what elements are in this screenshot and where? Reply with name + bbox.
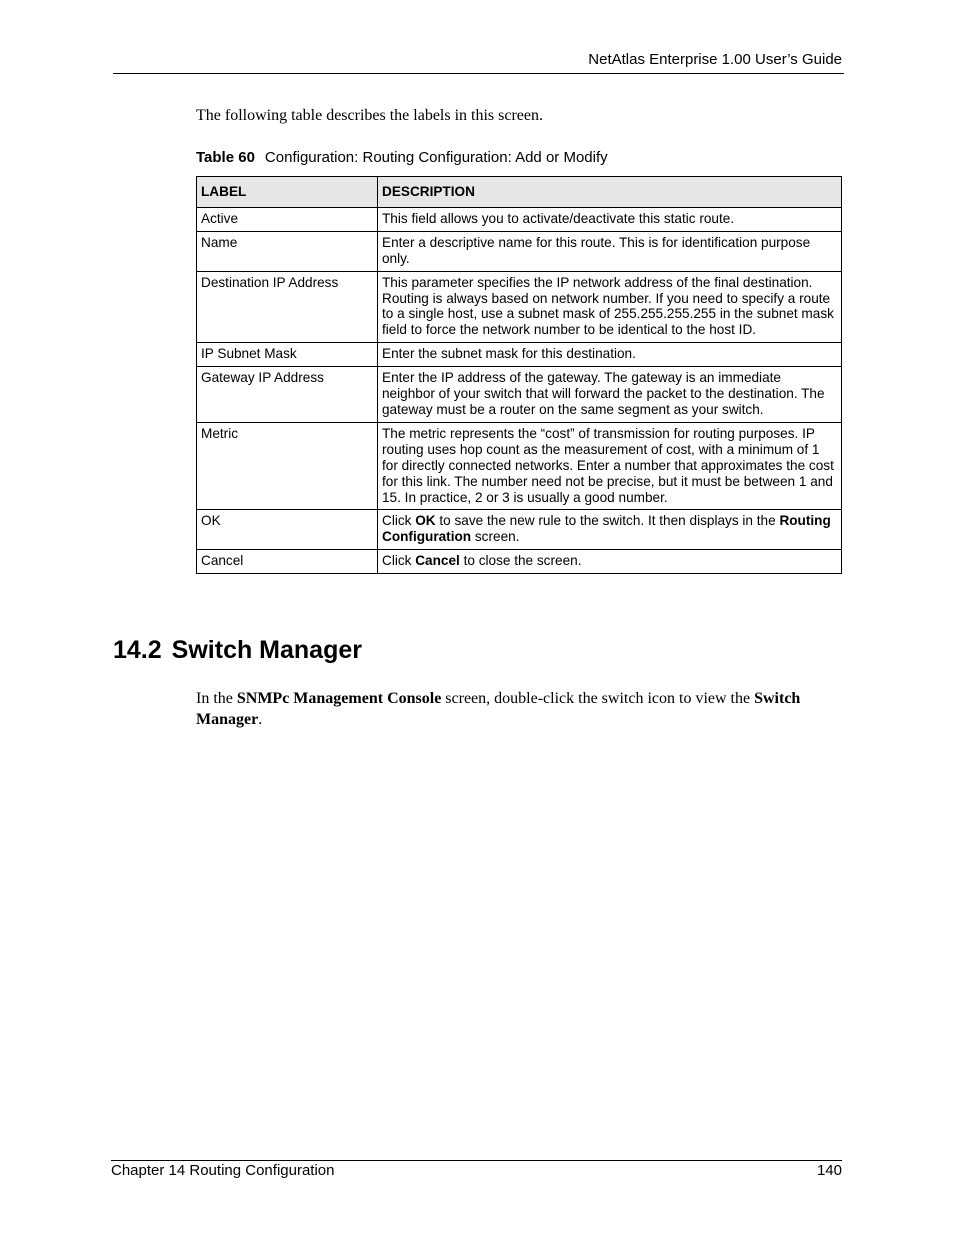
row-label: Name: [197, 231, 378, 271]
section-title: Switch Manager: [171, 636, 362, 664]
header-divider: [113, 73, 844, 74]
label-column-header: LABEL: [197, 177, 378, 208]
bold-term: Switch Manager: [196, 690, 801, 728]
table-body: [197, 207, 842, 573]
text-run: Click: [382, 553, 416, 569]
table-row: [197, 367, 842, 423]
row-description: [378, 207, 842, 231]
row-label: Gateway IP Address: [197, 367, 378, 423]
text-run: The metric represents the “cost” of transmission for routing purposes. IP routing uses hop count as the measurement of cost, with a minimum of 1 for directly connected networks. Enter a number that approximates the cost for this link. The number need not be precise, but it must be between 1 and 15. In practice, 2 or 3 is usually a good number.: [382, 425, 834, 505]
row-description: [378, 231, 842, 271]
row-description: [378, 367, 842, 423]
row-description: [378, 510, 842, 550]
row-description: [378, 422, 842, 510]
label-description-table: [196, 176, 842, 574]
table-caption-text: Configuration: Routing Configuration: Add or Modify: [264, 149, 608, 166]
footer-chapter: Chapter 14 Routing Configuration: [111, 1162, 335, 1179]
text-run: In the: [196, 690, 237, 707]
text-run: .: [258, 711, 263, 728]
text-run: Enter the subnet mask for this destination.: [382, 346, 636, 362]
page-number: 140: [816, 1162, 842, 1179]
row-label: Cancel: [197, 550, 378, 574]
bold-term: SNMPc Management Console: [236, 690, 442, 707]
intro-paragraph: The following table describes the labels in this screen.: [196, 107, 544, 124]
table-row: [197, 271, 842, 343]
table-row: [197, 510, 842, 550]
text-run: screen.: [471, 529, 520, 545]
row-label: IP Subnet Mask: [197, 343, 378, 367]
text-run: This field allows you to activate/deactivate this static route.: [382, 210, 735, 226]
row-label: OK: [197, 510, 378, 550]
section-paragraph: [196, 688, 846, 730]
table-row: [197, 207, 842, 231]
row-label: Metric: [197, 422, 378, 510]
text-run: to close the screen.: [459, 553, 582, 569]
text-run: to save the new rule to the switch. It then displays in the: [435, 513, 780, 529]
text-run: screen, double-click the switch icon to view the: [441, 690, 755, 707]
section-number: 14.2: [113, 636, 162, 664]
footer-divider: [111, 1160, 842, 1161]
table-row: [197, 422, 842, 510]
table-header-row: [197, 177, 842, 208]
row-description: [378, 550, 842, 574]
table-caption: [196, 149, 842, 166]
table-row: [197, 231, 842, 271]
text-run: Enter the IP address of the gateway. The gateway is an immediate neighbor of your switch that will forward the packet to the destination. The gateway must be a router on the same segment as your switch.: [382, 370, 825, 417]
bold-term: OK: [415, 513, 436, 529]
description-column-header: DESCRIPTION: [378, 177, 842, 208]
text-run: This parameter specifies the IP network address of the final destination. Routing is always based on network number. If you need to specify a route to a single host, use a subnet mask of 255.255.255.255 in the subnet mask field to force the network number to be identical to the host ID.: [382, 274, 834, 338]
table-row: [197, 550, 842, 574]
row-description: [378, 343, 842, 367]
table-number: Table 60: [196, 149, 255, 166]
row-description: [378, 271, 842, 343]
bold-term: Routing Configuration: [382, 513, 831, 545]
section-heading: [113, 636, 362, 665]
table-row: [197, 343, 842, 367]
text-run: Click: [382, 513, 416, 529]
row-label: Destination IP Address: [197, 271, 378, 343]
text-run: Enter a descriptive name for this route. This is for identification purpose only.: [382, 234, 811, 266]
bold-term: Cancel: [415, 553, 460, 569]
row-label: Active: [197, 207, 378, 231]
running-header: NetAtlas Enterprise 1.00 User’s Guide: [588, 51, 842, 68]
